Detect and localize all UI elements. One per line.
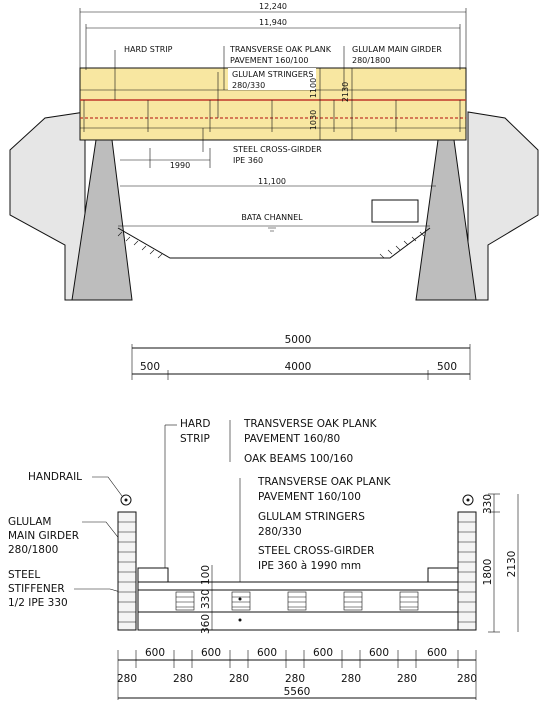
cross-sec-label-1: STEEL CROSS-GIRDER xyxy=(258,545,375,557)
elevation-view xyxy=(10,2,538,300)
cross-girder xyxy=(138,612,458,630)
dim-pier-height: 2130 xyxy=(341,81,350,103)
stringers-label-2: 280/330 xyxy=(232,81,266,90)
main-girder-label-2: 280/1800 xyxy=(352,56,391,65)
stiff-label-2: STIFFENER xyxy=(8,583,65,595)
sec-dim-right-total: 2130 xyxy=(506,550,518,578)
bdim-600-3: 600 xyxy=(256,647,278,659)
channel-bed xyxy=(118,228,430,258)
bdim-280-7: 280 xyxy=(456,673,478,685)
dim-girder-spacing: 1990 xyxy=(169,161,191,170)
stringers-sec-label-2: 280/330 xyxy=(258,526,302,538)
plank80-label-1: TRANSVERSE OAK PLANK xyxy=(244,418,377,430)
bdim-280-4: 280 xyxy=(284,673,306,685)
stringer-layer xyxy=(138,590,458,612)
bdim-280-3: 280 xyxy=(228,673,250,685)
bdim-600-6: 600 xyxy=(426,647,448,659)
dim-top-depth: 1100 xyxy=(309,77,318,99)
oak-beams-label: OAK BEAMS 100/160 xyxy=(244,453,354,465)
dim-overall: 12,240 xyxy=(259,2,287,11)
main-sec-label-2: MAIN GIRDER xyxy=(8,530,80,542)
channel-label: BATA CHANNEL xyxy=(241,213,303,222)
sec-dim-330: 330 xyxy=(200,588,212,610)
bdim-280-6: 280 xyxy=(396,673,418,685)
sec-dim-right-mid: 1800 xyxy=(482,558,494,586)
dim-span: 11,100 xyxy=(258,177,286,186)
bdim-280-1: 280 xyxy=(116,673,138,685)
cross-sec-label-2: IPE 360 à 1990 mm xyxy=(258,560,362,572)
right-abutment xyxy=(468,112,538,300)
bdim-600-1: 600 xyxy=(144,647,166,659)
bdim-600-2: 600 xyxy=(200,647,222,659)
dim-bottom-depth: 1030 xyxy=(309,109,318,131)
main-girder-label-1: GLULAM MAIN GIRDER xyxy=(352,45,442,54)
sec-dim-overall: 5000 xyxy=(284,334,312,346)
main-girder-right xyxy=(458,512,476,630)
oak-plank-label-2: PAVEMENT 160/100 xyxy=(230,56,309,65)
bench xyxy=(372,200,418,222)
bdim-280-2: 280 xyxy=(172,673,194,685)
bdim-280-5: 280 xyxy=(340,673,362,685)
cross-girder-label-2: IPE 360 xyxy=(233,156,264,165)
stiff-label-1: STEEL xyxy=(8,569,41,581)
main-girder-left xyxy=(118,512,136,630)
plank100-label-1: TRANSVERSE OAK PLANK xyxy=(258,476,391,488)
bdim-600-4: 600 xyxy=(312,647,334,659)
sec-dim-left: 500 xyxy=(139,361,161,373)
sec-dim-right-top: 330 xyxy=(482,493,494,515)
bdim-600-5: 600 xyxy=(368,647,390,659)
plank80-label-2: PAVEMENT 160/80 xyxy=(244,433,341,445)
oak-plank-label-1: TRANSVERSE OAK PLANK xyxy=(230,45,332,54)
bdim-total: 5560 xyxy=(283,686,311,698)
section-view xyxy=(8,334,518,700)
right-pier xyxy=(416,140,476,300)
plank100-label-2: PAVEMENT 160/100 xyxy=(258,491,361,503)
stiff-label-3: 1/2 IPE 330 xyxy=(8,597,68,609)
dim-inner: 11,940 xyxy=(259,18,287,27)
main-sec-label-3: 280/1800 xyxy=(8,544,59,556)
water-symbol xyxy=(268,228,276,231)
left-abutment xyxy=(10,112,85,300)
cross-girder-label-1: STEEL CROSS-GIRDER xyxy=(233,145,322,154)
stringers-label-1: GLULAM STRINGERS xyxy=(232,70,314,79)
deck-plank xyxy=(138,582,458,590)
hard-label-1: HARD xyxy=(180,418,211,430)
sec-dim-100: 100 xyxy=(200,564,212,586)
hard-strip-label: HARD STRIP xyxy=(124,45,173,54)
sec-dim-360: 360 xyxy=(200,613,212,635)
hard-label-2: STRIP xyxy=(180,433,210,445)
sec-dim-right: 500 xyxy=(436,361,458,373)
sec-dim-middle: 4000 xyxy=(284,361,312,373)
stringers-sec-label-1: GLULAM STRINGERS xyxy=(258,511,365,523)
hard-strip-left xyxy=(138,568,168,582)
main-sec-label-1: GLULAM xyxy=(8,516,52,528)
hard-strip-right xyxy=(428,568,458,582)
handrail-label: HANDRAIL xyxy=(28,471,83,483)
